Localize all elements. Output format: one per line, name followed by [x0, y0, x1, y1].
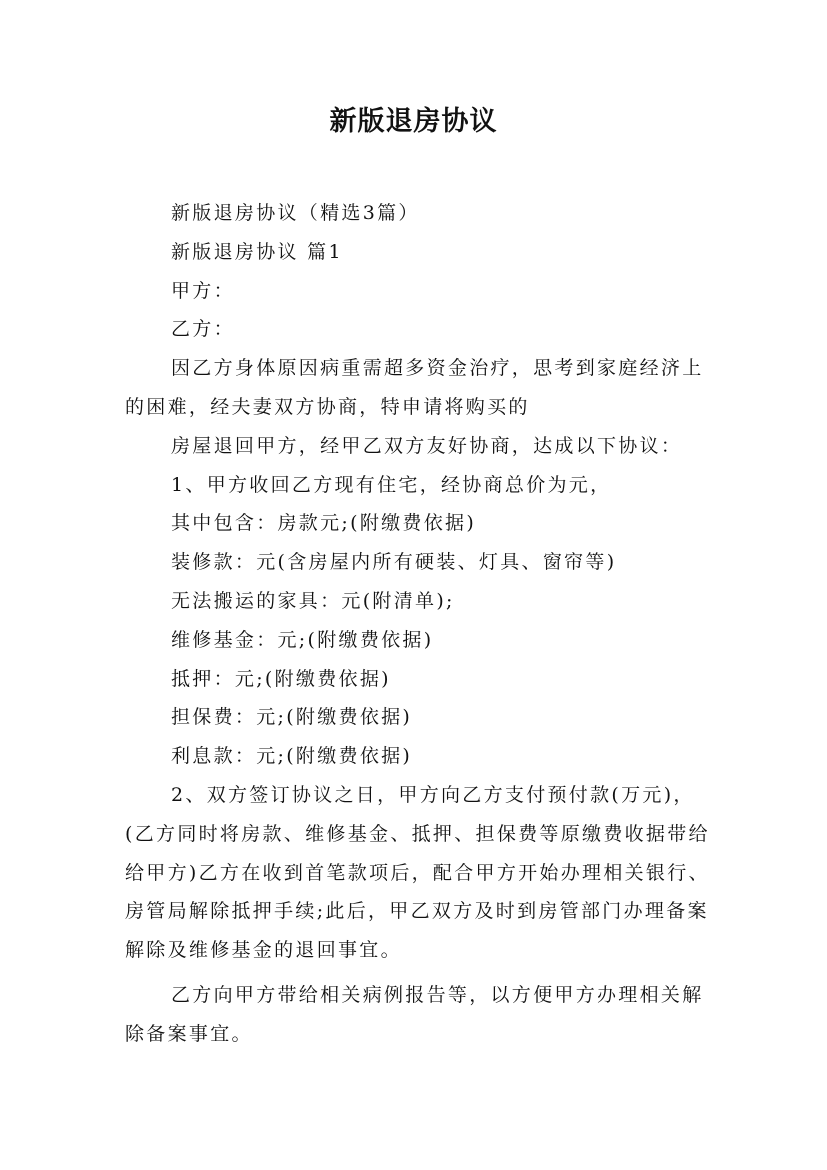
- paragraph-section-heading: 新版退房协议 篇1: [171, 240, 343, 263]
- paragraph-agreement-intro: 房屋退回甲方，经甲乙双方友好协商，达成以下协议：: [171, 434, 683, 457]
- document-body: [125, 194, 720, 1054]
- paragraph-item-guarantee-fee: 担保费：元;(附缴费依据): [171, 706, 413, 729]
- paragraph-item-interest: 利息款：元;(附缴费依据): [171, 745, 413, 768]
- paragraph-party-a: 甲方：: [171, 279, 235, 302]
- paragraph-clause-2: 2、双方签订协议之日，甲方向乙方支付预付款(万元)，(乙方同时将房款、维修基金、抵押、担保费等原缴费收据带给给甲方)乙方在收到首笔款项后，配合甲方开始办理相关银行、房管局解除抵押手续;此后，甲乙双方及时到房管部门办理备案解除及维修基金的退回事宜。: [125, 783, 710, 962]
- paragraph-item-house-price: 其中包含：房款元;(附缴费依据): [171, 512, 477, 535]
- paragraph-reason: 因乙方身体原因病重需超多资金治疗，思考到家庭经济上的困难，经夫妻双方协商，特申请将购买的: [125, 357, 704, 418]
- paragraph-subtitle: 新版退房协议（精选3篇）: [171, 202, 420, 224]
- paragraph-item-decoration: 装修款：元(含房屋内所有硬装、灯具、窗帘等): [171, 551, 617, 574]
- paragraph-item-mortgage: 抵押：元;(附缴费依据): [171, 667, 391, 690]
- paragraph-item-furniture: 无法搬运的家具：元(附清单);: [171, 589, 455, 612]
- paragraph-medical-report: 乙方向甲方带给相关病例报告等，以方便甲方办理相关解除备案事宜。: [125, 983, 704, 1045]
- paragraph-party-b: 乙方：: [171, 318, 235, 341]
- document-title: 新版退房协议: [329, 106, 498, 137]
- paragraph-item-maintenance-fund: 维修基金：元;(附缴费依据): [171, 628, 434, 651]
- paragraph-clause-1: 1、甲方收回乙方现有住宅，经协商总价为元，: [171, 473, 612, 496]
